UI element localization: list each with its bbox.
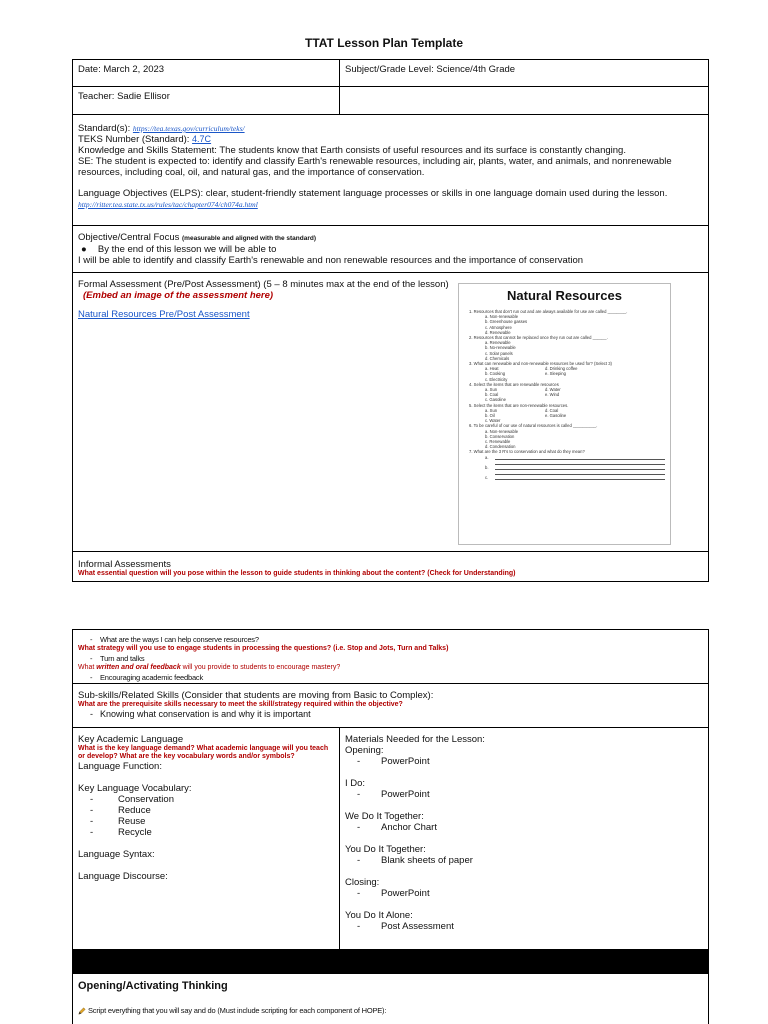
ws-option-pair: c. Electricity — [485, 376, 508, 382]
feedback-question: What written and oral feedback will you provide to students to encourage mastery? — [78, 664, 341, 671]
ws-answer-line: b. — [459, 465, 670, 470]
ws-option: a. Non-renewable — [485, 428, 519, 434]
opening-section — [72, 974, 709, 1024]
empty-cell — [340, 87, 708, 114]
subject-cell: Subject/Grade Level: Science/4th Grade — [345, 64, 516, 75]
ws-option: d. Chemicals — [485, 355, 510, 361]
subskills-question: What are the prerequisite skills necessary to meet the skill/strategy required within the objective? — [78, 701, 403, 708]
objective-text: I will be able to identify and classify Earth's renewable and non renewable resources and the importance of conservation — [78, 255, 584, 266]
formal-assessment-label: Formal Assessment (Pre/Post Assessment) (5 – 8 minutes max at the end of the lesson) — [78, 279, 449, 290]
material-item: - PowerPoint — [345, 756, 703, 767]
strategy-question: What strategy will you use to engage students in processing the questions? (i.e. Stop and Jots, Turn and Talks) — [78, 645, 449, 652]
ws-question-6: 6. To be careful of our use of natural resources is called __________. — [469, 423, 598, 429]
ws-option-pair: c. Water — [485, 418, 501, 424]
material-item: - Post Assessment — [345, 921, 703, 932]
engagement-row — [73, 630, 708, 684]
ws-option-pair: c. Gasoline — [485, 397, 506, 403]
assessment-image — [458, 283, 671, 545]
ws-option: a. Renewable — [485, 340, 511, 346]
objective-label: Objective/Central Focus — [78, 232, 180, 243]
elps-link[interactable]: http://ritter.tea.state.tx.us/rules/tac/chapter074/ch074a.html — [78, 200, 258, 209]
subskills-label: Sub-skills/Related Skills (Consider that students are moving from Basic to Complex): — [78, 690, 434, 701]
student-expectation: SE: The student is expected to: identify and classify Earth's renewable resources, including air, plants, water, and animals, and nonrenewable resources, including coal, oil, and natural gas, and the importance of conservation. — [78, 156, 672, 178]
worksheet-title: Natural Resources — [507, 288, 622, 303]
material-phase: Opening: — [345, 745, 384, 756]
material-phase: Closing: — [345, 877, 380, 888]
ws-option: c. Renewable — [485, 439, 511, 445]
kal-question: What is the key language demand? What academic language will you teach or develop? What are the key vocabulary words and/or symbols? — [78, 745, 329, 760]
page-title: TTAT Lesson Plan Template — [304, 36, 464, 50]
ws-option: d. Renewable — [485, 329, 511, 335]
language-function: Language Function: — [78, 761, 162, 772]
ws-option: c. Atmosphere — [485, 324, 512, 330]
ws-question-4: 4. Select the items that are renewable resources — [469, 381, 559, 387]
teks-label: TEKS Number (Standard): — [78, 134, 190, 145]
ws-option: b. Greenhouse gasses — [485, 319, 528, 325]
language-materials-row — [73, 728, 708, 949]
vocabulary-label: Key Language Vocabulary: — [78, 783, 192, 794]
ws-question-1: 1. Resources that don't run out and are always available for use are called ________. — [469, 309, 628, 314]
objective-note: (measurable and aligned with the standard) — [182, 235, 317, 242]
vocab-item: - Recycle — [78, 827, 334, 838]
opening-title: Opening/Activating Thinking — [78, 980, 228, 992]
kal-label: Key Academic Language — [78, 734, 184, 745]
subskills-item: - Knowing what conservation is and why it is important — [78, 709, 703, 720]
language-discourse: Language Discourse: — [78, 871, 168, 882]
ws-option: c. Solar panels — [485, 350, 513, 356]
material-phase: We Do It Together: — [345, 811, 424, 822]
language-objectives: Language Objectives (ELPS): clear, student-friendly statement language processes or skills in one language domain used during the lesson. — [78, 188, 668, 199]
vocab-item: - Reuse — [78, 816, 334, 827]
date-subject-row — [73, 60, 708, 87]
pencil-icon — [78, 1007, 86, 1015]
standards-label: Standard(s): — [78, 123, 131, 134]
informal-assessment-label: Informal Assessments — [78, 559, 171, 570]
ws-option: b. Conservation — [485, 433, 515, 439]
teacher-cell: Teacher: Sadie Ellisor — [73, 87, 340, 114]
material-phase: You Do It Alone: — [345, 910, 413, 921]
ws-option: d. Condensation — [485, 444, 516, 450]
opening-script-note: Script everything that you will say and do (Must include scripting for each component of HOPE): — [78, 1006, 703, 1015]
ws-question-2: 2. Resources that cannot be replaced once they run out are called ______. — [469, 335, 608, 341]
standards-row — [73, 115, 708, 226]
formal-assessment-row — [73, 273, 708, 552]
turn-and-talks: - Turn and talks — [78, 653, 703, 664]
subskills-row — [73, 684, 708, 728]
language-syntax: Language Syntax: — [78, 849, 155, 860]
knowledge-skills-statement: Knowledge and Skills Statement: The students know that Earth consists of useful resources and its surface is constantly changing. — [78, 145, 626, 156]
lesson-plan-table-2 — [72, 629, 709, 950]
ws-option-pair: b. Oil e. Gasoline — [485, 413, 567, 419]
materials-cell — [340, 728, 708, 949]
ws-option-pair: b. Cooking e. Sleeping — [485, 371, 566, 377]
teacher-row — [73, 87, 708, 115]
lesson-plan-table-1 — [72, 59, 709, 582]
material-item: - PowerPoint — [345, 888, 703, 899]
encouraging-feedback: - Encouraging academic feedback — [78, 672, 703, 683]
vocab-item: - Reduce — [78, 805, 334, 816]
ws-option-pair: a. Heat d. Drinking coffee — [485, 366, 578, 372]
ws-option-pair: b. Coal e. Wind — [485, 392, 560, 398]
date-cell: Date: March 2, 2023 — [73, 60, 340, 86]
ws-answer-line: a. — [459, 455, 670, 460]
material-phase: I Do: — [345, 778, 366, 789]
informal-assessment-row — [73, 552, 708, 581]
materials-label: Materials Needed for the Lesson: — [345, 734, 485, 745]
ws-question-7: 7. What are the 3 R's to conservation and what do they mean? — [469, 449, 585, 455]
ws-option: b. No-renewable — [485, 345, 516, 351]
material-item: - Anchor Chart — [345, 822, 703, 833]
informal-assessment-question: What essential question will you pose within the lesson to guide students in thinking about the content? (Check for Understanding) — [78, 570, 516, 577]
ws-option: a. Non-renewable — [485, 314, 519, 320]
key-academic-language-cell — [73, 728, 340, 949]
teks-link[interactable]: https://tea.texas.gov/curriculum/teks/ — [132, 124, 245, 133]
material-phase: You Do It Together: — [345, 844, 426, 855]
section-divider-bar — [72, 950, 709, 974]
ws-question-5: 5. Select the items that are non-renewable resources. — [469, 402, 569, 408]
pre-post-assessment-link[interactable]: Natural Resources Pre/Post Assessment — [78, 309, 250, 320]
ws-question-3: 3. What can renewable and non-renewable resources be used for? (Select 3) — [469, 361, 612, 367]
conserve-question: - What are the ways I can help conserve resources? — [78, 634, 703, 645]
ws-option-pair: a. Sun d. Coal — [485, 407, 559, 413]
objective-row — [73, 226, 708, 273]
ws-option-pair: a. Sun d. Water — [485, 387, 561, 393]
material-item: - PowerPoint — [345, 789, 703, 800]
ws-answer-line: c. — [459, 475, 670, 480]
material-item: - Blank sheets of paper — [345, 855, 703, 866]
teks-number-link[interactable]: 4.7C — [192, 134, 212, 144]
objective-bullet: ● By the end of this lesson we will be able to — [81, 244, 277, 255]
vocab-item: - Conservation — [78, 794, 334, 805]
embed-note: (Embed an image of the assessment here) — [83, 290, 274, 301]
